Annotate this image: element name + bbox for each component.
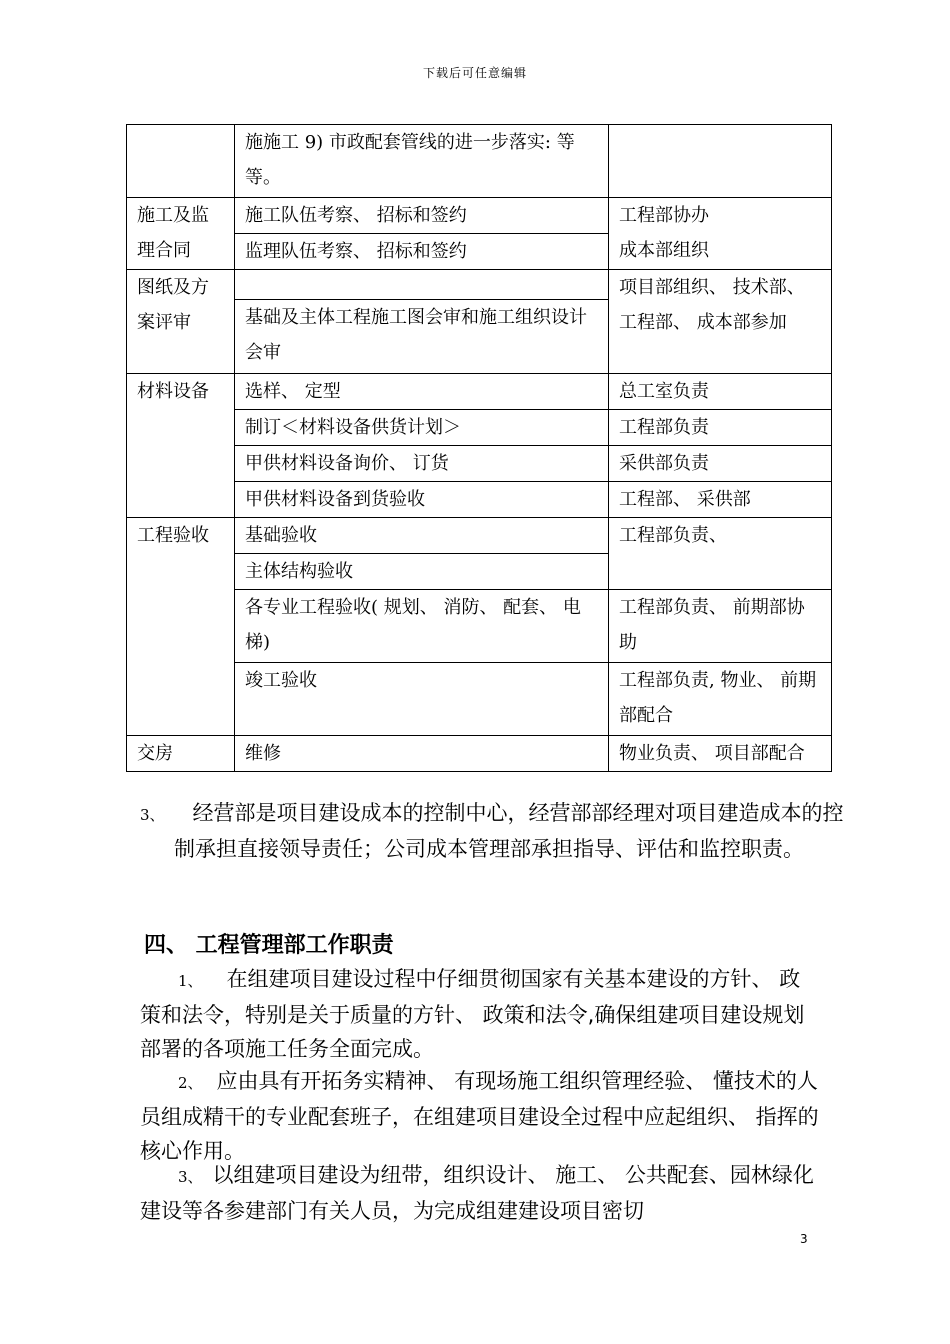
- table-cell-task: 主体结构验收: [235, 554, 609, 590]
- table-cell-task: 维修: [235, 736, 609, 772]
- paragraph-3: [140, 796, 854, 866]
- duty-item-2: [140, 1064, 820, 1168]
- section-heading: 四、 工程管理部工作职责: [144, 933, 394, 958]
- item-text: 在组建项目建设过程中仔细贯彻国家有关基本建设的方针、 政策和法令，特别是关于质量的方针、 政策和法令,确保组建项目建设规划部署的各项施工任务全面完成。: [140, 967, 805, 1061]
- table-cell-responsible: 工程部负责、 前期部协助: [609, 590, 832, 663]
- table-cell-responsible: 工程部负责: [609, 410, 832, 446]
- table-cell-task: 竣工验收: [235, 663, 609, 736]
- table-row: [127, 518, 832, 554]
- table-cell-responsible: 总工室负责: [609, 374, 832, 410]
- table-cell-responsible: 工程部负责、: [609, 518, 832, 590]
- table-row: [127, 198, 832, 234]
- duty-item-1: [140, 962, 820, 1066]
- paragraph-text: 经营部是项目建设成本的控制中心，经营部部经理对项目建造成本的控制承担直接领导责任；公司成本管理部承担指导、评估和监控职责。: [174, 801, 844, 861]
- paragraph-number: 3、: [140, 806, 165, 824]
- table-cell-task: 施工队伍考察、 招标和签约: [235, 198, 609, 234]
- item-text: 以组建项目建设为纽带，组织设计、 施工、 公共配套、园林绿化建设等各参建部门有关人员，为完成组建建设项目密切: [140, 1163, 814, 1223]
- item-number: 2、: [178, 1074, 203, 1092]
- page-header: 下载后可任意编辑: [422, 66, 527, 80]
- table-cell-category: 交房: [127, 736, 235, 772]
- table-cell-task: 制订＜材料设备供货计划＞: [235, 410, 609, 446]
- table-cell-responsible: 项目部组织、 技术部、 工程部、 成本部参加: [609, 270, 832, 374]
- table-cell-task: 基础验收: [235, 518, 609, 554]
- item-number: 3、: [178, 1168, 203, 1186]
- table-cell-task: 各专业工程验收( 规划、 消防、 配套、 电梯): [235, 590, 609, 663]
- table-cell-task: 基础及主体工程施工图会审和施工组织设计会审: [235, 300, 609, 374]
- table-cell-task: 施施工 9) 市政配套管线的进一步落实: 等等。: [235, 125, 609, 198]
- table-cell-responsible: 工程部协办 成本部组织: [609, 198, 832, 270]
- table-cell-category: [127, 125, 235, 198]
- table-cell-task: 选样、 定型: [235, 374, 609, 410]
- table-cell-task: 监理队伍考察、 招标和签约: [235, 234, 609, 270]
- table-cell-category: 工程验收: [127, 518, 235, 736]
- table-row: [127, 374, 832, 410]
- table-cell-responsible: 工程部、 采供部: [609, 482, 832, 518]
- table-row: [127, 125, 832, 198]
- table-row: [127, 270, 832, 300]
- table-cell-category: 材料设备: [127, 374, 235, 518]
- table-cell-task: 甲供材料设备到货验收: [235, 482, 609, 518]
- table-cell-responsible: 物业负责、 项目部配合: [609, 736, 832, 772]
- table-cell-category: 施工及监理合同: [127, 198, 235, 270]
- table-cell-responsible: 采供部负责: [609, 446, 832, 482]
- duty-item-3: [140, 1158, 830, 1228]
- item-text: 应由具有开拓务实精神、 有现场施工组织管理经验、 懂技术的人员组成精干的专业配套班子，在组建项目建设全过程中应起组织、 指挥的核心作用。: [140, 1069, 819, 1163]
- table-cell-category: 图纸及方案评审: [127, 270, 235, 374]
- table-cell-responsible: [609, 125, 832, 198]
- table-cell-task: 甲供材料设备询价、 订货: [235, 446, 609, 482]
- table-row: [127, 736, 832, 772]
- responsibility-table: [126, 124, 832, 772]
- table-cell-task: [235, 270, 609, 300]
- item-number: 1、: [178, 972, 203, 990]
- page-number: 3: [800, 1232, 808, 1246]
- table-cell-responsible: 工程部负责, 物业、 前期部配合: [609, 663, 832, 736]
